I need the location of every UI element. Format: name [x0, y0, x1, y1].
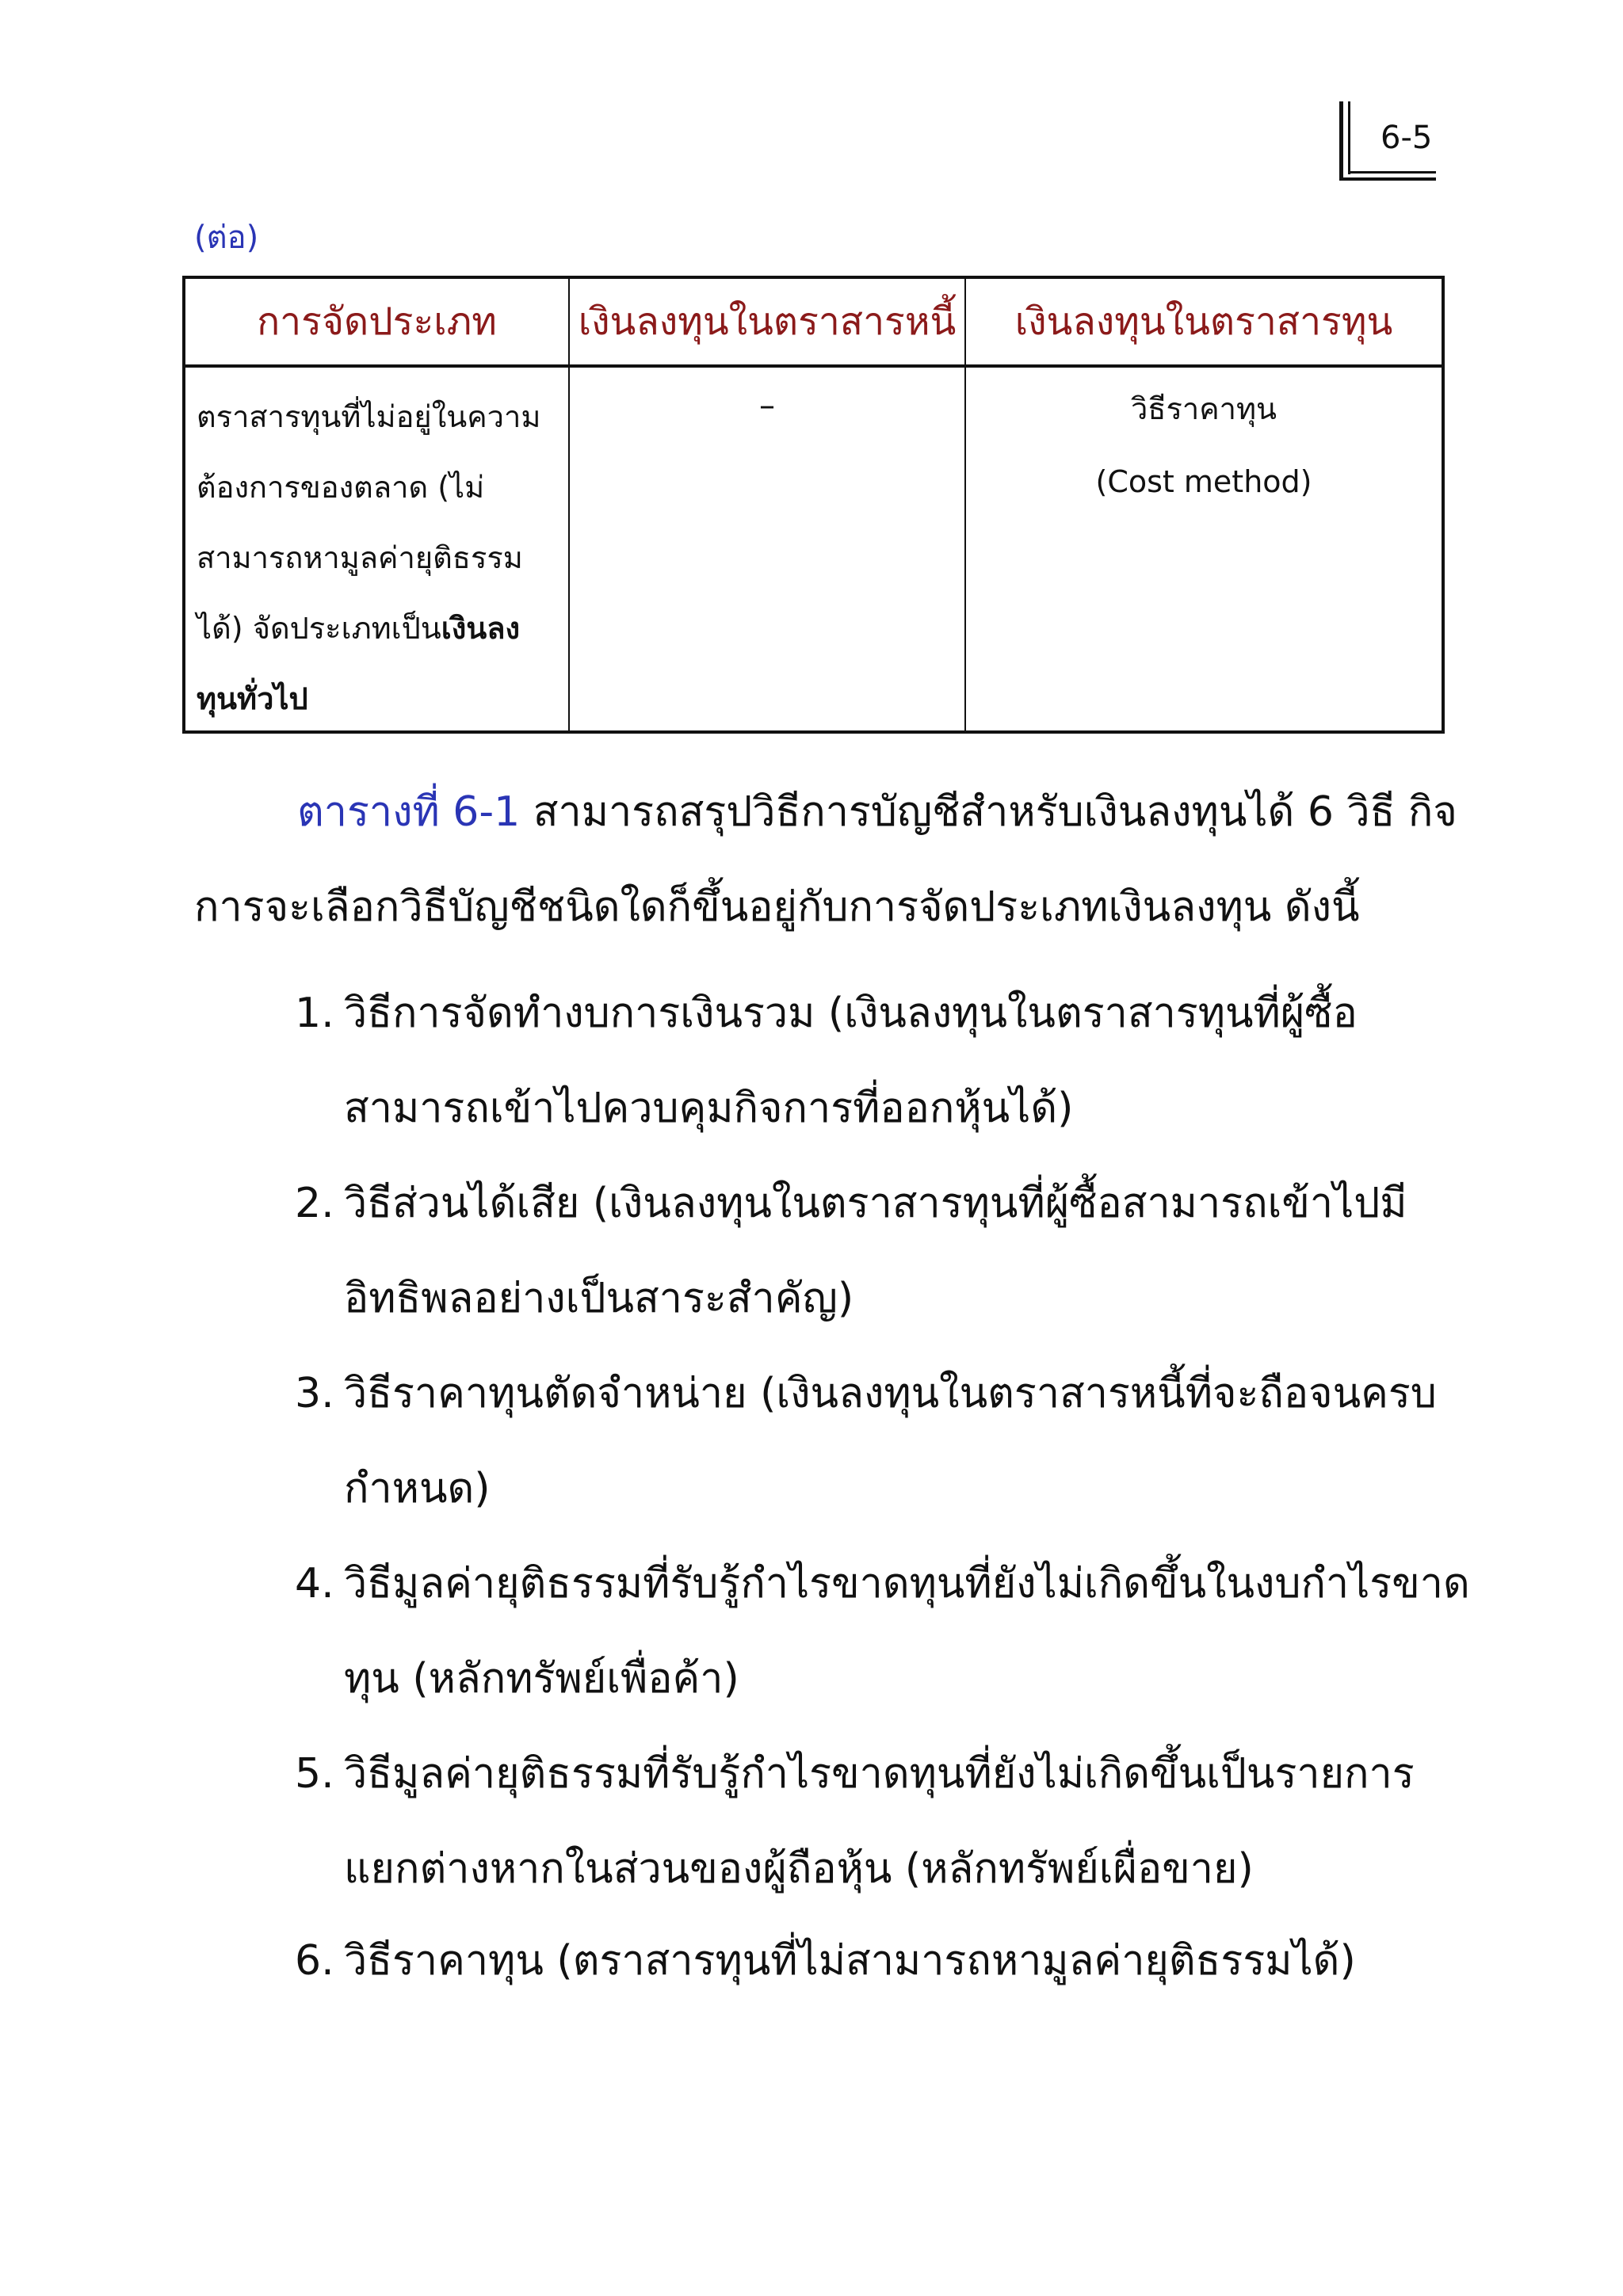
list-text: วิธีมูลค่ายุติธรรมที่รับรู้กำไรขาดทุนที่ยังไม่เกิดขึ้นเป็นรายการ — [344, 1750, 1415, 1798]
list-text-continued: สามารถเข้าไปควบคุมกิจการที่ออกหุ้นได้) — [344, 1085, 1074, 1132]
table-header-equity-investment: เงินลงทุนในตราสารทุน — [1014, 299, 1393, 344]
cell-bold-line: ทุนทั่วไป — [197, 681, 308, 716]
cell-line: (Cost method) — [1095, 464, 1312, 499]
list-text-continued: แยกต่างหากในส่วนของผู้ถือหุ้น (หลักทรัพย์เผื่อขาย) — [344, 1845, 1254, 1893]
list-item — [295, 1746, 1452, 1897]
investment-classification-table — [182, 276, 1445, 734]
paragraph-line-2: การจะเลือกวิธีบัญชีชนิดใดก็ขึ้นอยู่กับการจัดประเภทเงินลงทุน ดังนี้ — [194, 883, 1360, 931]
list-number: 4. — [295, 1560, 334, 1608]
table-row — [185, 368, 1442, 730]
list-item — [295, 1176, 1452, 1326]
list-text-continued: อิทธิพลอย่างเป็นสาระสำคัญ) — [344, 1275, 854, 1322]
cell-line: วิธีราคาทุน — [1130, 391, 1277, 426]
list-text: วิธีส่วนได้เสีย (เงินลงทุนในตราสารทุนที่ผู้ซื้อสามารถเข้าไปมี — [344, 1180, 1407, 1227]
paragraph-text: สามารถสรุปวิธีการบัญชีสำหรับเงินลงทุนได้ 6 วิธี กิจ — [520, 788, 1457, 836]
page-number: 6-5 — [1381, 120, 1433, 156]
list-number: 6. — [295, 1937, 334, 1985]
paragraph-line-1 — [194, 784, 1457, 840]
list-number: 2. — [295, 1180, 334, 1227]
table-reference: ตารางที่ 6-1 — [297, 788, 521, 836]
list-item — [295, 1933, 1452, 1989]
cell-bold-text: เงินลง — [441, 611, 521, 646]
cell-line: ตราสารทุนที่ไม่อยู่ในความ — [197, 399, 541, 434]
list-text-continued: ทุน (หลักทรัพย์เพื่อค้า) — [344, 1655, 739, 1703]
cell-line: สามารถหามูลค่ายุติธรรม — [197, 540, 523, 575]
cell-text: ได้) จัดประเภทเป็น — [197, 611, 441, 646]
cell-line — [197, 593, 560, 664]
list-number: 5. — [295, 1750, 334, 1798]
list-text: วิธีมูลค่ายุติธรรมที่รับรู้กำไรขาดทุนที่ยังไม่เกิดขึ้นในงบกำไรขาด — [344, 1560, 1470, 1608]
table-cell-classification — [185, 368, 570, 730]
list-number: 3. — [295, 1370, 334, 1417]
list-text: วิธีการจัดทำงบการเงินรวม (เงินลงทุนในตราสารทุนที่ผู้ซื้อ — [344, 990, 1358, 1037]
list-text: วิธีราคาทุน (ตราสารทุนที่ไม่สามารถหามูลค่ายุติธรรมได้) — [344, 1937, 1356, 1985]
table-header-debt-investment: เงินลงทุนในตราสารหนี้ — [570, 279, 966, 364]
list-item — [295, 986, 1452, 1136]
list-text: วิธีราคาทุนตัดจำหน่าย (เงินลงทุนในตราสารหนี้ที่จะถือจนครบ — [344, 1370, 1437, 1417]
table-header-classification: การจัดประเภท — [185, 279, 570, 364]
table-header-row — [185, 279, 1442, 368]
table-cell-debt: – — [570, 368, 966, 730]
continued-label: (ต่อ) — [194, 219, 259, 256]
table-cell-equity — [966, 368, 1442, 730]
list-item — [295, 1556, 1470, 1707]
list-number: 1. — [295, 990, 334, 1037]
cell-line: ต้องการของตลาด (ไม่ — [197, 470, 485, 505]
list-item — [295, 1366, 1452, 1516]
list-text-continued: กำหนด) — [344, 1465, 491, 1512]
